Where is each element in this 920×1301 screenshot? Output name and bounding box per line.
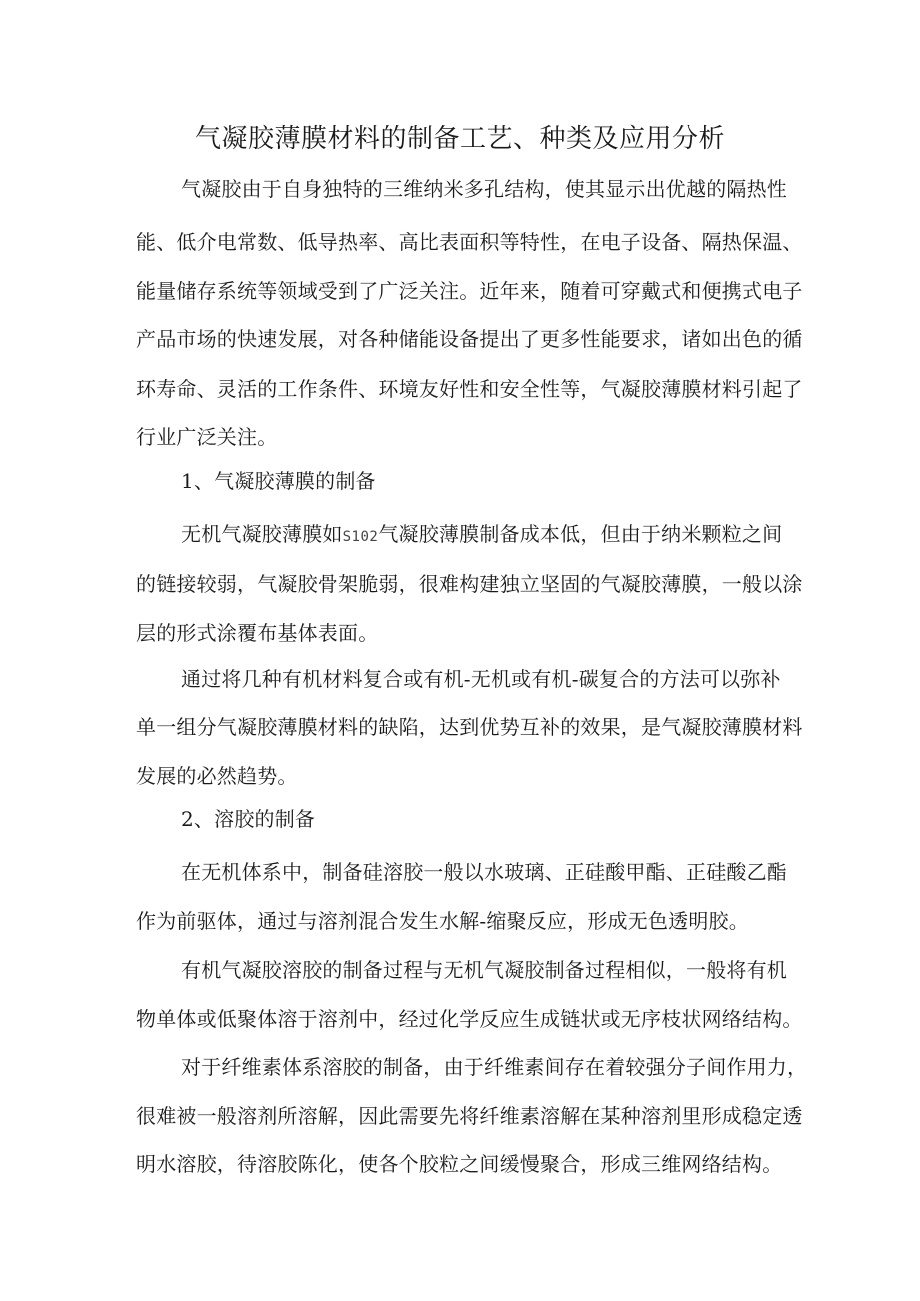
section-heading: 2、溶胶的制备 <box>181 807 316 831</box>
paragraph-text: 气凝胶薄膜制备成本低，但由于纳米颗粒之间 <box>378 522 783 546</box>
paragraph-line: 产品市场的快速发展，对各种储能设备提出了更多性能要求，诸如出色的循 <box>136 327 803 351</box>
section-heading: 1、气凝胶薄膜的制备 <box>181 469 376 493</box>
paragraph-line: 有机气凝胶溶胶的制备过程与无机气凝胶制备过程相似，一般将有机 <box>181 958 787 982</box>
paragraph-line: 很难被一般溶剂所溶解，因此需要先将纤维素溶解在某种溶剂里形成稳定透 <box>136 1104 803 1128</box>
paragraph-line: 对于纤维素体系溶胶的制备，由于纤维素间存在着较强分子间作用力， <box>181 1055 808 1079</box>
paragraph-line: 气凝胶由于自身独特的三维纳米多孔结构，使其显示出优越的隔热性 <box>181 177 787 201</box>
paragraph-line <box>181 520 782 551</box>
paragraph-line: 的链接较弱，气凝胶骨架脆弱，很难构建独立坚固的气凝胶薄膜，一般以涂 <box>136 572 803 596</box>
paragraph-line: 作为前驱体，通过与溶剂混合发生水解-缩聚反应，形成无色透明胶。 <box>136 909 749 933</box>
paragraph-line: 能量储存系统等领域受到了广泛关注。近年来，随着可穿戴式和便携式电子 <box>136 279 803 303</box>
chemical-formula: S102 <box>342 529 379 545</box>
paragraph-line: 单一组分气凝胶薄膜材料的缺陷，达到优势互补的效果，是气凝胶薄膜材料 <box>136 715 803 739</box>
paragraph-line: 能、低介电常数、低导热率、高比表面积等特性，在电子设备、隔热保温、 <box>136 230 803 254</box>
paragraph-line: 发展的必然趋势。 <box>136 764 298 788</box>
paragraph-text: 无机气凝胶薄膜如 <box>181 522 343 546</box>
paragraph-line: 环寿命、灵活的工作条件、环境友好性和安全性等，气凝胶薄膜材料引起了 <box>136 377 803 401</box>
paragraph-line: 在无机体系中，制备硅溶胶一般以水玻璃、正硅酸甲酯、正硅酸乙酯 <box>181 860 787 884</box>
paragraph-line: 明水溶胶，待溶胶陈化，使各个胶粒之间缓慢聚合，形成三维网络结构。 <box>136 1152 783 1176</box>
paragraph-line: 通过将几种有机材料复合或有机-无机或有机-碳复合的方法可以弥补 <box>181 667 781 691</box>
paragraph-line: 物单体或低聚体溶于溶剂中，经过化学反应生成链状或无序枝状网络结构。 <box>136 1007 803 1031</box>
paragraph-line: 行业广泛关注。 <box>136 425 278 449</box>
paragraph-line: 层的形式涂覆布基体表面。 <box>136 621 379 645</box>
document-title: 气凝胶薄膜材料的制备工艺、种类及应用分析 <box>194 124 725 154</box>
